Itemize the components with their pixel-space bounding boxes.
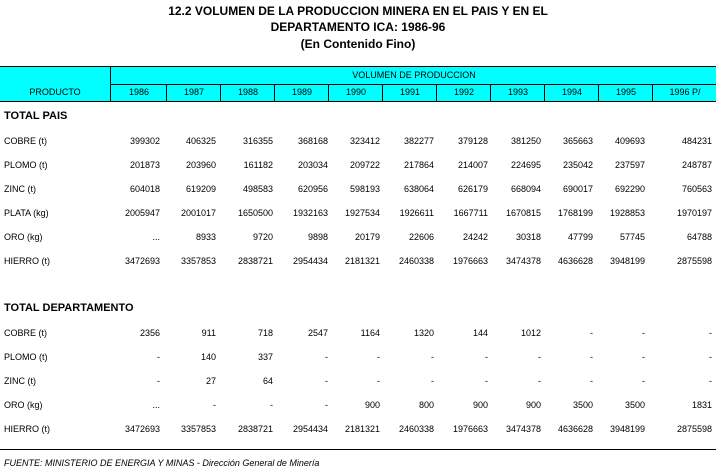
cell-value: ... <box>152 232 160 242</box>
cell-value: 619209 <box>185 184 216 194</box>
cell-value: 399302 <box>129 136 160 146</box>
cell-value: - <box>157 352 160 362</box>
header-year-9: 1995 <box>598 84 653 101</box>
cell-value: - <box>642 376 645 386</box>
cell-value: 1976663 <box>452 256 488 266</box>
title-line-3: (En Contenido Fino) <box>300 37 416 51</box>
cell-value: 3474378 <box>505 256 541 266</box>
header-year-1: 1987 <box>166 84 221 101</box>
cell-value: 2181321 <box>344 424 380 434</box>
cell-value: 57745 <box>619 232 645 242</box>
cell-value: 64788 <box>686 232 712 242</box>
table-row <box>0 424 716 438</box>
cell-value: 224695 <box>510 160 541 170</box>
source-note: FUENTE: MINISTERIO DE ENERGIA Y MINAS - Dirección General de Minería <box>4 458 320 468</box>
cell-value: 604018 <box>129 184 160 194</box>
cell-value: 323412 <box>349 136 380 146</box>
row-label: PLATA (kg) <box>4 208 49 218</box>
cell-value: 1320 <box>413 328 434 338</box>
header-year-0: 1986 <box>110 84 167 101</box>
cell-value: 1667711 <box>453 208 488 218</box>
cell-value: 3357853 <box>180 424 216 434</box>
cell-value: 1932163 <box>292 208 328 218</box>
cell-value: - <box>325 376 328 386</box>
cell-value: - <box>538 352 541 362</box>
cell-value: 337 <box>257 352 273 362</box>
cell-value: 2547 <box>307 328 328 338</box>
header-year-5: 1991 <box>382 84 437 101</box>
cell-value: - <box>485 352 488 362</box>
cell-value: 2181321 <box>344 256 380 266</box>
cell-value: 2005947 <box>124 208 160 218</box>
cell-value: 760563 <box>681 184 712 194</box>
cell-value: - <box>377 352 380 362</box>
table-row <box>0 352 716 366</box>
cell-value: 911 <box>201 328 216 338</box>
cell-value: 4636628 <box>557 256 593 266</box>
row-label: ORO (kg) <box>4 232 43 242</box>
cell-value: 598193 <box>349 184 380 194</box>
cell-value: 498583 <box>242 184 273 194</box>
cell-value: 2875598 <box>676 424 712 434</box>
cell-value: - <box>709 376 712 386</box>
cell-value: 1650500 <box>237 208 273 218</box>
cell-value: - <box>431 352 434 362</box>
cell-value: - <box>157 376 160 386</box>
row-label: ORO (kg) <box>4 400 43 410</box>
cell-value: 209722 <box>349 160 380 170</box>
cell-value: 2460338 <box>398 424 434 434</box>
cell-value: - <box>709 328 712 338</box>
cell-value: 144 <box>472 328 488 338</box>
cell-value: 365663 <box>562 136 593 146</box>
cell-value: 3472693 <box>124 256 160 266</box>
table-row <box>0 160 716 174</box>
cell-value: - <box>485 376 488 386</box>
cell-value: - <box>213 400 216 410</box>
cell-value: - <box>642 352 645 362</box>
cell-value: 2356 <box>139 328 160 338</box>
row-label: COBRE (t) <box>4 136 48 146</box>
cell-value: ... <box>152 400 160 410</box>
cell-value: 27 <box>205 376 216 386</box>
cell-value: 64 <box>262 376 273 386</box>
cell-value: 2838721 <box>237 256 273 266</box>
cell-value: 47799 <box>567 232 593 242</box>
cell-value: 3357853 <box>180 256 216 266</box>
cell-value: 1670815 <box>505 208 541 218</box>
section-total-departamento: TOTAL DEPARTAMENTO <box>4 302 134 314</box>
cell-value: 237597 <box>614 160 645 170</box>
header-year-6: 1992 <box>436 84 491 101</box>
cell-value: 1012 <box>520 328 541 338</box>
cell-value: 3474378 <box>505 424 541 434</box>
cell-value: 217864 <box>403 160 434 170</box>
table-row <box>0 400 716 414</box>
cell-value: - <box>709 352 712 362</box>
cell-value: 30318 <box>515 232 541 242</box>
cell-value: - <box>590 376 593 386</box>
cell-value: - <box>377 376 380 386</box>
cell-value: 800 <box>418 400 434 410</box>
table-row <box>0 184 716 198</box>
table-row <box>0 232 716 246</box>
header-year-7: 1993 <box>490 84 545 101</box>
cell-value: 161182 <box>243 160 273 170</box>
header-producto-label: PRODUCTO <box>29 87 81 97</box>
cell-value: 484231 <box>681 136 712 146</box>
cell-value: 692290 <box>614 184 645 194</box>
cell-value: - <box>325 352 328 362</box>
cell-value: 382277 <box>403 136 434 146</box>
cell-value: - <box>538 376 541 386</box>
header-year-2: 1988 <box>220 84 275 101</box>
cell-value: 2954434 <box>292 424 328 434</box>
title-line-1: 12.2 VOLUMEN DE LA PRODUCCION MINERA EN EL PAIS Y EN EL <box>168 4 548 18</box>
cell-value: 2001017 <box>180 208 216 218</box>
cell-value: 1928853 <box>609 208 645 218</box>
cell-value: 379128 <box>457 136 488 146</box>
header-year-4: 1990 <box>328 84 383 101</box>
cell-value: 718 <box>257 328 273 338</box>
table-row <box>0 376 716 390</box>
cell-value: 235042 <box>562 160 593 170</box>
header-producto <box>0 67 110 101</box>
cell-value: - <box>590 328 593 338</box>
cell-value: 409693 <box>614 136 645 146</box>
cell-value: 22606 <box>408 232 434 242</box>
cell-value: 203034 <box>297 160 328 170</box>
header-year-3: 1989 <box>274 84 329 101</box>
header-year-10: 1996 P/ <box>652 84 716 101</box>
cell-value: 3948199 <box>609 424 645 434</box>
cell-value: - <box>431 376 434 386</box>
cell-value: 4636628 <box>557 424 593 434</box>
cell-value: 2460338 <box>398 256 434 266</box>
cell-value: 900 <box>525 400 541 410</box>
cell-value: 381250 <box>510 136 541 146</box>
row-label: COBRE (t) <box>4 328 48 338</box>
cell-value: 3500 <box>624 400 645 410</box>
cell-value: 140 <box>200 352 216 362</box>
cell-value: 1970197 <box>676 208 712 218</box>
cell-value: - <box>642 328 645 338</box>
row-label: PLOMO (t) <box>4 160 48 170</box>
cell-value: 248787 <box>681 160 712 170</box>
section-total-pais: TOTAL PAIS <box>4 110 68 122</box>
table-row <box>0 208 716 222</box>
cell-value: 2954434 <box>292 256 328 266</box>
cell-value: 214007 <box>457 160 488 170</box>
cell-value: 1768199 <box>557 208 593 218</box>
header-volumen: VOLUMEN DE PRODUCCION <box>110 67 716 85</box>
cell-value: 201873 <box>129 160 160 170</box>
table-header <box>0 66 716 102</box>
cell-value: 638064 <box>403 184 434 194</box>
cell-value: 2875598 <box>676 256 712 266</box>
cell-value: 690017 <box>562 184 593 194</box>
table-row <box>0 328 716 342</box>
header-year-8: 1994 <box>544 84 599 101</box>
title-line-2: DEPARTAMENTO ICA: 1986-96 <box>270 20 446 34</box>
table-row <box>0 136 716 150</box>
row-label: PLOMO (t) <box>4 352 48 362</box>
cell-value: 626179 <box>457 184 488 194</box>
cell-value: 900 <box>364 400 380 410</box>
cell-value: 9720 <box>252 232 273 242</box>
cell-value: 2838721 <box>237 424 273 434</box>
cell-value: 406325 <box>185 136 216 146</box>
cell-value: 1976663 <box>452 424 488 434</box>
cell-value: - <box>270 400 273 410</box>
cell-value: 8933 <box>195 232 216 242</box>
cell-value: 3472693 <box>124 424 160 434</box>
cell-value: 316355 <box>242 136 273 146</box>
cell-value: 24242 <box>462 232 488 242</box>
cell-value: 1927534 <box>344 208 380 218</box>
table-row <box>0 256 716 270</box>
bottom-rule <box>0 449 716 450</box>
cell-value: 368168 <box>297 136 328 146</box>
cell-value: 1926611 <box>399 208 434 218</box>
cell-value: 20179 <box>354 232 380 242</box>
cell-value: 900 <box>472 400 488 410</box>
cell-value: 1164 <box>360 328 380 338</box>
cell-value: 3948199 <box>609 256 645 266</box>
cell-value: 668094 <box>510 184 541 194</box>
row-label: ZINC (t) <box>4 184 36 194</box>
cell-value: 3500 <box>572 400 593 410</box>
row-label: ZINC (t) <box>4 376 36 386</box>
cell-value: - <box>590 352 593 362</box>
row-label: HIERRO (t) <box>4 256 50 266</box>
cell-value: 1831 <box>691 400 712 410</box>
cell-value: 620956 <box>297 184 328 194</box>
cell-value: 203960 <box>185 160 216 170</box>
row-label: HIERRO (t) <box>4 424 50 434</box>
cell-value: 9898 <box>307 232 328 242</box>
cell-value: - <box>325 400 328 410</box>
